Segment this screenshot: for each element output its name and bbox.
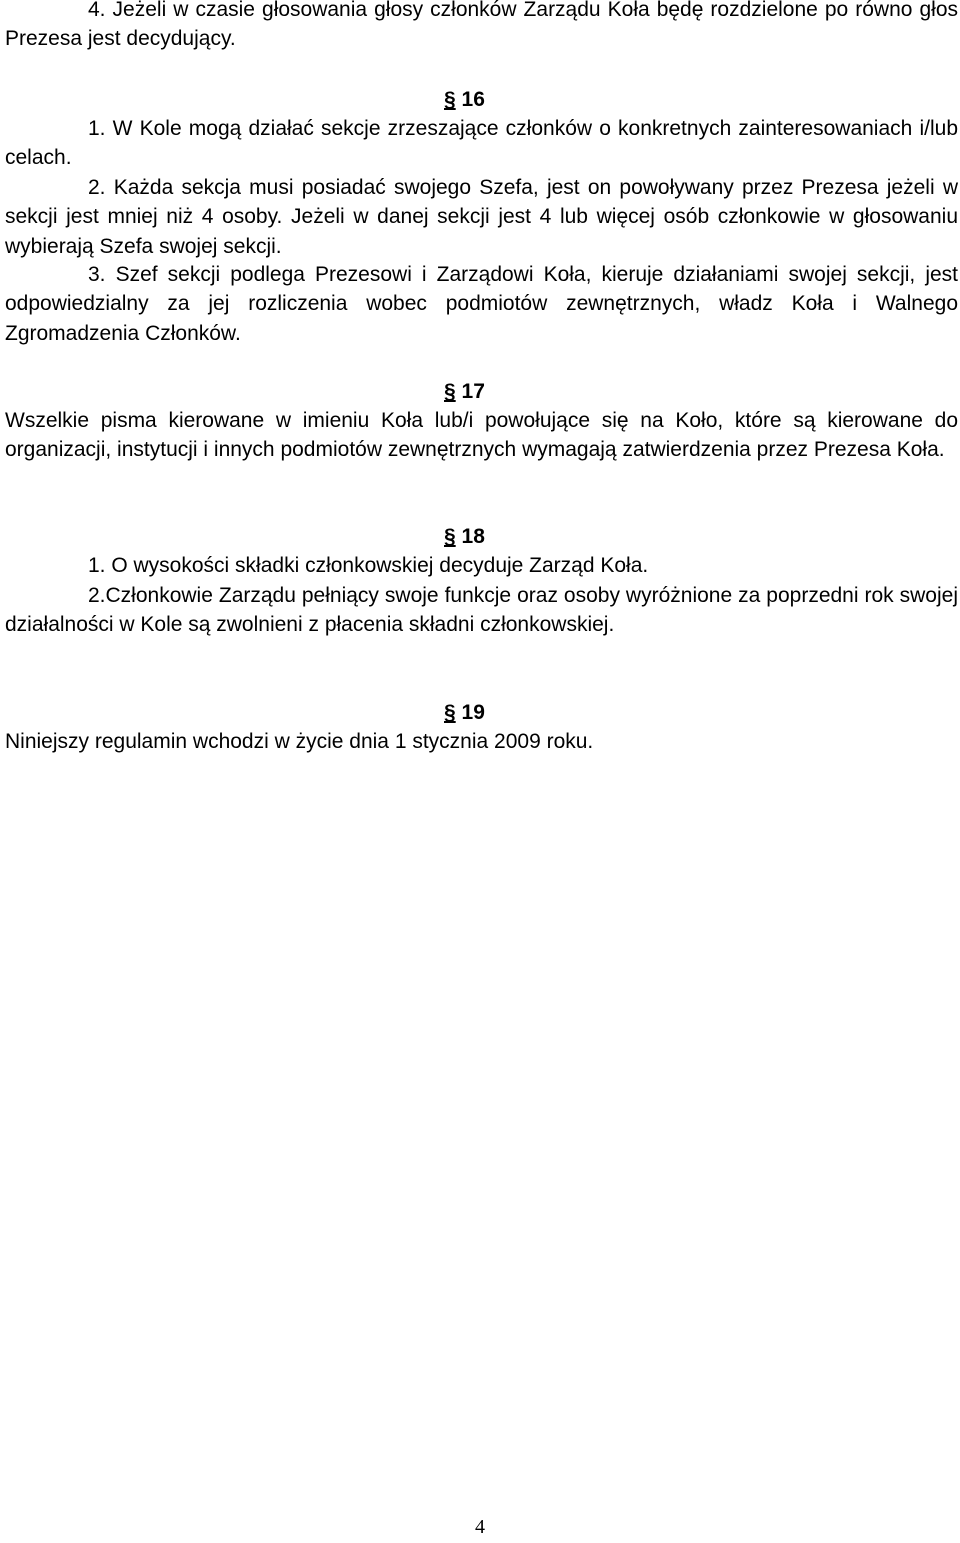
section-symbol: § — [444, 88, 456, 111]
section-heading-16 — [444, 85, 485, 114]
section-number: 18 — [461, 525, 485, 548]
section-number: 19 — [461, 701, 485, 724]
section-17-paragraph: Wszelkie pisma kierowane w imieniu Koła lub/i powołujące się na Koło, które są kierowane do organizacji, instytucji i innych podmiotów zewnętrznych wymagają zatwierdzenia przez Prezesa Koła. — [5, 409, 958, 462]
section-18-item-1: 1. O wysokości składki członkowskiej decyduje Zarząd Koła. — [88, 554, 649, 577]
section-16-item-1: 1. W Kole mogą działać sekcje zrzeszające członków o konkretnych zainteresowaniach i/lub celach. — [5, 117, 958, 170]
section-heading-19 — [444, 698, 485, 727]
page-number: 4 — [475, 1516, 485, 1538]
section-19-paragraph: Niniejszy regulamin wchodzi w życie dnia 1 stycznia 2009 roku. — [5, 730, 594, 753]
section-symbol: § — [444, 701, 456, 724]
section-16-item-3: 3. Szef sekcji podlega Prezesowi i Zarządowi Koła, kieruje działaniami swojej sekcji, jest odpowiedzialny za jej rozliczenia wobec podmiotów zewnętrznych, władz Koła i Walnego Zgromadzenia Członków. — [5, 263, 958, 345]
section-16-item-2: 2. Każda sekcja musi posiadać swojego Szefa, jest on powoływany przez Prezesa jeżeli w sekcji jest mniej niż 4 osoby. Jeżeli w danej sekcji jest 4 lub więcej osób członkowie w głosowaniu wybierają Szefa swojej sekcji. — [5, 176, 958, 258]
section-symbol: § — [444, 380, 456, 403]
section-symbol: § — [444, 525, 456, 548]
section-18-item-2: 2.Członkowie Zarządu pełniący swoje funkcje oraz osoby wyróżnione za poprzedni rok swojej działalności w Kole są zwolnieni z płacenia składni członkowskiej. — [5, 584, 958, 637]
paragraph-item-4: 4. Jeżeli w czasie głosowania głosy członków Zarządu Koła będę rozdzielone po równo głos Prezesa jest decydujący. — [5, 0, 958, 51]
section-heading-18 — [444, 522, 485, 551]
section-number: 17 — [461, 380, 485, 403]
section-number: 16 — [461, 88, 485, 111]
section-heading-17 — [444, 377, 485, 406]
